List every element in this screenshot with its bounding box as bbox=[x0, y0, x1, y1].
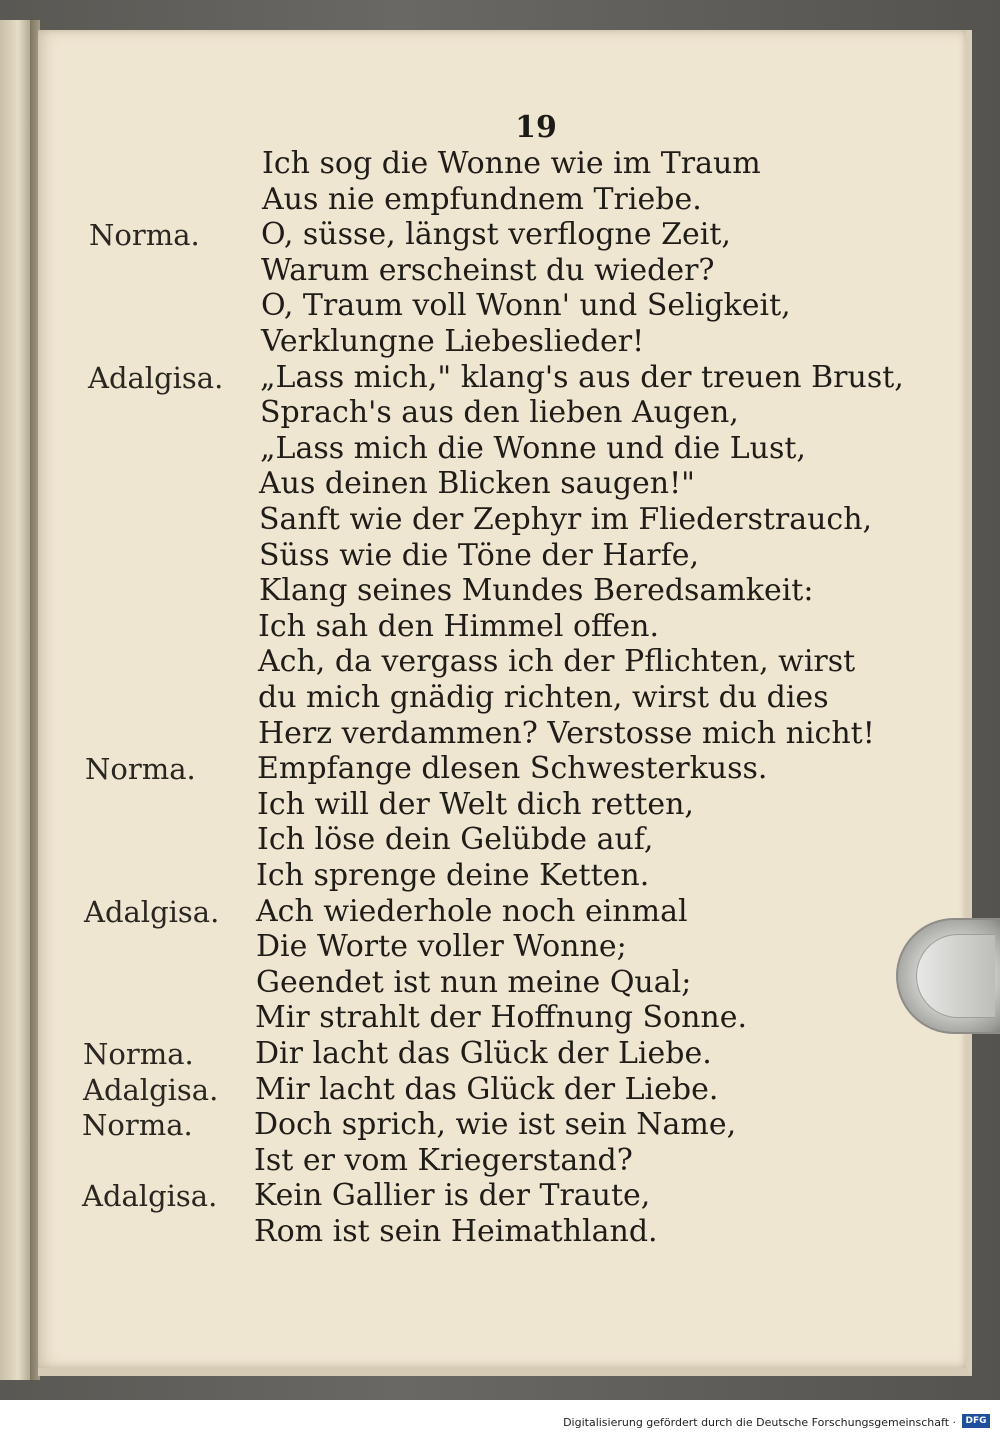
verse-line: O, Traum voll Wonn' und Seligkeit, bbox=[261, 288, 791, 323]
speaker-label: Norma. bbox=[89, 218, 200, 252]
verse-line: Ach, da vergass ich der Pflichten, wirst bbox=[258, 644, 856, 679]
verse-line: Rom ist sein Heimathland. bbox=[254, 1214, 658, 1249]
verse-line: Dir lacht das Glück der Liebe. bbox=[255, 1036, 712, 1071]
verse-line: Ist er vom Kriegerstand? bbox=[254, 1143, 633, 1178]
page-number: 19 bbox=[515, 110, 557, 145]
verse-line: Ach wiederhole noch einmal bbox=[256, 894, 688, 929]
verse-line: Empfange dlesen Schwesterkuss. bbox=[257, 751, 768, 786]
verse-line: Ich sprenge deine Ketten. bbox=[256, 858, 650, 893]
speaker-label: Norma. bbox=[83, 1037, 194, 1071]
verse-line: Die Worte voller Wonne; bbox=[256, 929, 627, 964]
verse-line: Doch sprich, wie ist sein Name, bbox=[254, 1107, 737, 1142]
speaker-label: Norma. bbox=[82, 1108, 193, 1142]
verse-line: Ich sog die Wonne wie im Traum bbox=[262, 146, 761, 181]
speaker-label: Adalgisa. bbox=[83, 1073, 219, 1107]
verse-line: „Lass mich," klang's aus der treuen Brust, bbox=[260, 360, 904, 395]
verse-line: Ich will der Welt dich retten, bbox=[257, 787, 694, 822]
verse-line: Aus deinen Blicken saugen!" bbox=[259, 466, 695, 501]
verse-line: Ich löse dein Gelübde auf, bbox=[257, 822, 654, 857]
verse-line: Süss wie die Töne der Harfe, bbox=[259, 538, 699, 573]
verse-line: Aus nie empfundnem Triebe. bbox=[262, 182, 702, 217]
speaker-label: Adalgisa. bbox=[84, 895, 220, 929]
verse-line: „Lass mich die Wonne und die Lust, bbox=[260, 431, 806, 466]
speaker-label: Norma. bbox=[85, 752, 196, 786]
verse-line: Verklungne Liebeslieder! bbox=[261, 324, 645, 359]
verse-line: Mir strahlt der Hoffnung Sonne. bbox=[255, 1000, 747, 1035]
binder-clip-inner bbox=[916, 934, 995, 1018]
dfg-logo: DFG bbox=[962, 1414, 990, 1428]
verse-line: Sprach's aus den lieben Augen, bbox=[260, 395, 739, 430]
left-page-edge bbox=[0, 20, 32, 1380]
verse-line: Kein Gallier is der Traute, bbox=[254, 1178, 651, 1213]
binder-clip bbox=[896, 918, 1000, 1034]
book-page bbox=[38, 30, 972, 1376]
verse-line: Mir lacht das Glück der Liebe. bbox=[255, 1072, 719, 1107]
verse-line: Herz verdammen? Verstosse mich nicht! bbox=[258, 716, 875, 751]
verse-line: Warum erscheinst du wieder? bbox=[261, 253, 715, 288]
speaker-label: Adalgisa. bbox=[88, 361, 224, 395]
footer-credit: Digitalisierung gefördert durch die Deutsche Forschungsgemeinschaft · bbox=[563, 1416, 956, 1429]
speaker-label: Adalgisa. bbox=[82, 1179, 218, 1213]
verse-line: Geendet ist nun meine Qual; bbox=[256, 965, 692, 1000]
verse-line: Sanft wie der Zephyr im Fliederstrauch, bbox=[259, 502, 873, 537]
verse-line: Ich sah den Himmel offen. bbox=[258, 609, 659, 644]
verse-line: Klang seines Mundes Beredsamkeit: bbox=[259, 573, 814, 608]
verse-line: O, süsse, längst verflogne Zeit, bbox=[261, 217, 731, 252]
verse-line: du mich gnädig richten, wirst du dies bbox=[258, 680, 829, 715]
